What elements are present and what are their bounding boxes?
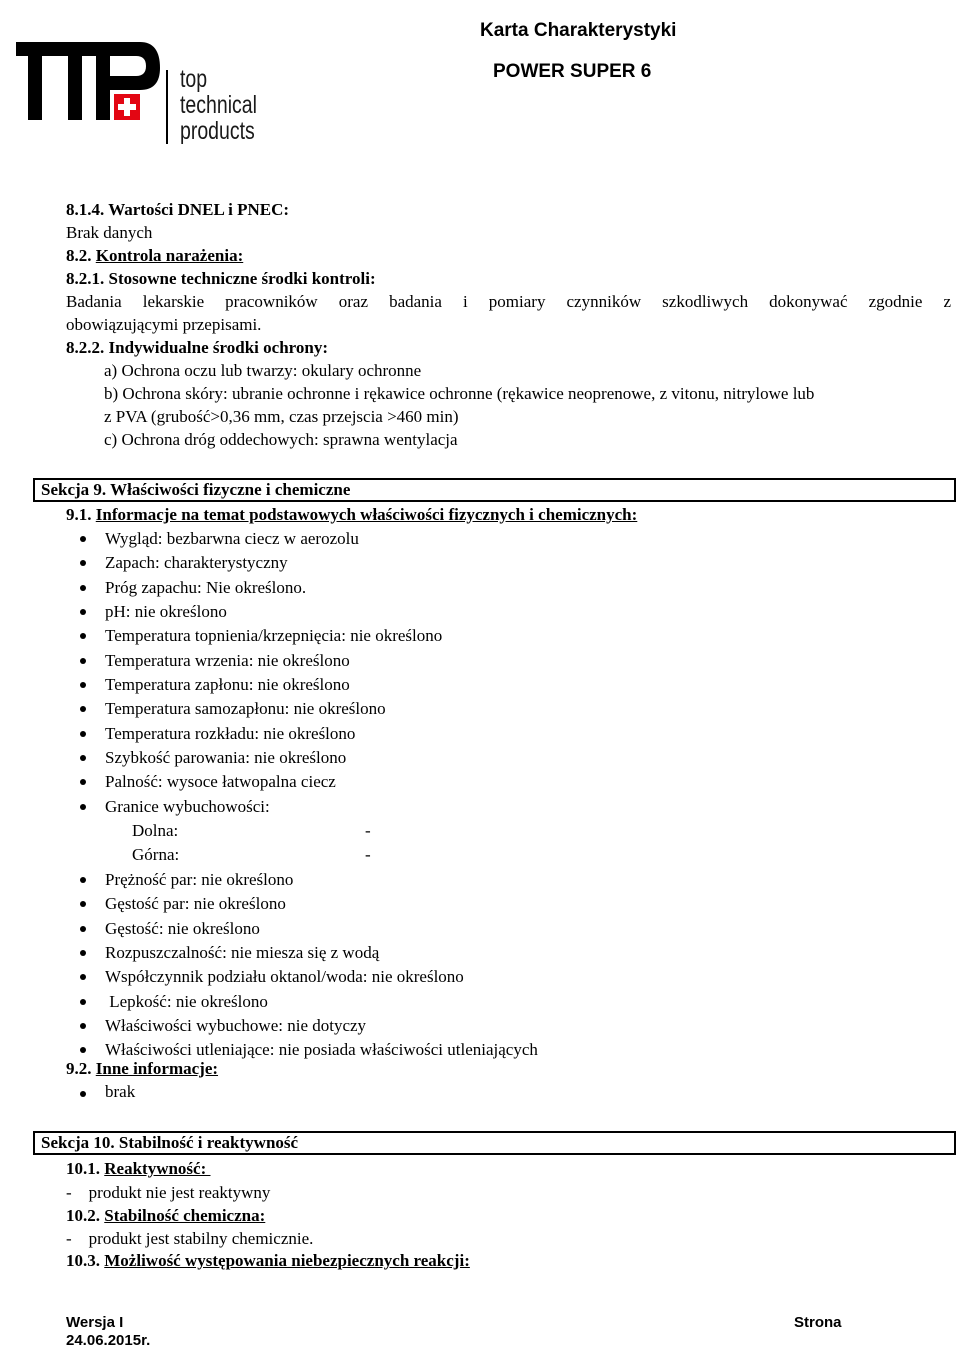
text-10-2: - produkt jest stabilny chemicznie.: [66, 1229, 314, 1248]
list-item-text: Prężność par: nie określono: [105, 869, 294, 889]
list-item: [72, 868, 538, 892]
list-item-text: Temperatura samozapłonu: nie określono: [105, 699, 386, 719]
list-item: [72, 697, 538, 721]
list-item: [72, 892, 538, 916]
logo-divider: [166, 70, 168, 144]
sub-list-item: [72, 819, 538, 843]
properties-list: [72, 527, 538, 1063]
list-item: [72, 673, 538, 697]
heading-9-1-number: 9.1.: [66, 505, 96, 524]
bullet-icon: [80, 731, 86, 737]
bullet-icon: [80, 560, 86, 566]
sub-item-value: -: [365, 845, 371, 865]
list-item: [72, 746, 538, 770]
bullet-icon: [80, 609, 86, 615]
heading-8-2-1: 8.2.1. Stosowne techniczne środki kontroli:: [66, 269, 376, 288]
heading-9-2-text: Inne informacje:: [95, 1059, 219, 1078]
list-item: [72, 917, 538, 941]
bullet-icon: [80, 950, 86, 956]
heading-8-2-text: Kontrola narażenia:: [95, 246, 244, 265]
list-item-text: brak: [105, 1082, 136, 1101]
heading-9-2-number: 9.2.: [66, 1059, 96, 1078]
list-item: [72, 722, 538, 746]
list-item: [72, 551, 538, 575]
list-item-text: Palność: wysoce łatwopalna ciecz: [105, 772, 336, 792]
logo-word-top: top: [180, 65, 208, 93]
heading-8-1-4: 8.1.4. Wartości DNEL i PNEC:: [66, 200, 290, 219]
product-name: POWER SUPER 6: [493, 61, 652, 82]
footer-version: Wersja I: [66, 1314, 124, 1331]
bullet-icon: [80, 706, 86, 712]
sub-list-item: [72, 843, 538, 867]
bullet-icon: [80, 755, 86, 761]
list-item-text: Próg zapachu: Nie określono.: [105, 577, 307, 597]
list-item: [72, 1082, 135, 1102]
list-item-text: Temperatura zapłonu: nie określono: [105, 675, 350, 695]
heading-8-2-2: 8.2.2. Indywidualne środki ochrony:: [66, 338, 328, 357]
text-8-1-4: Brak danych: [66, 223, 153, 242]
list-item-text: Granice wybuchowości:: [105, 796, 270, 816]
list-item: [72, 624, 538, 648]
list-item: [72, 576, 538, 600]
list-item-text: pH: nie określono: [105, 602, 227, 622]
section-9-header: [33, 478, 956, 502]
footer-date: 24.06.2015r.: [66, 1332, 151, 1349]
section-10-header: [33, 1131, 956, 1155]
logo-wordmark: [180, 66, 257, 144]
sub-item-value: -: [365, 821, 371, 841]
heading-10-1: [66, 1159, 211, 1179]
text-8-2-2-c: c) Ochrona dróg oddechowych: sprawna wentylacja: [104, 430, 458, 449]
list-item: [72, 1014, 538, 1038]
text-8-2-2-a: a) Ochrona oczu lub twarzy: okulary ochronne: [104, 361, 422, 380]
list-item-text: Gęstość: nie określono: [105, 918, 260, 938]
heading-10-2-number: 10.2.: [66, 1206, 105, 1225]
list-item: [72, 941, 538, 965]
sub-item-label: Dolna:: [132, 821, 179, 841]
heading-8-2: [66, 246, 243, 266]
bullet-icon: [80, 877, 86, 883]
heading-10-1-number: 10.1.: [66, 1159, 105, 1178]
list-item-text: Lepkość: nie określono: [105, 991, 268, 1011]
list-item: [72, 965, 538, 989]
text-8-2-1-line2: obowiązującymi przepisami.: [66, 315, 262, 334]
list-item-text: Właściwości utleniające: nie posiada właściwości utleniających: [105, 1040, 538, 1060]
bullet-icon: [80, 658, 86, 664]
heading-9-2: [66, 1059, 218, 1079]
heading-10-3-text: Możliwość występowania niebezpiecznych reakcji:: [104, 1251, 470, 1270]
text-8-2-1-line1: Badania lekarskie pracowników oraz badania i pomiary czynników szkodliwych dokonywać zgodnie z: [66, 292, 951, 311]
bullet-icon: [80, 633, 86, 639]
bullet-icon: [80, 536, 86, 542]
bullet-icon: [80, 585, 86, 591]
list-item-text: Gęstość par: nie określono: [105, 894, 286, 914]
list-item-text: Szybkość parowania: nie określono: [105, 748, 347, 768]
text-10-1: - produkt nie jest reaktywny: [66, 1183, 271, 1202]
company-logo: [14, 28, 257, 145]
bullet-icon: [80, 926, 86, 932]
bullet-icon: [80, 682, 86, 688]
list-item-text: Wygląd: bezbarwna ciecz w aerozolu: [105, 529, 359, 548]
list-item-text: Zapach: charakterystyczny: [105, 553, 288, 573]
list-item: [72, 770, 538, 794]
heading-10-3-number: 10.3.: [66, 1251, 105, 1270]
text-8-2-2-b2: z PVA (grubość>0,36 mm, czas przejscia >460 min): [104, 407, 459, 426]
bullet-icon: [80, 999, 86, 1005]
bullet-icon: [80, 1047, 86, 1053]
list-item: [72, 649, 538, 673]
heading-10-2-text: Stabilność chemiczna:: [104, 1206, 266, 1225]
list-item: [72, 600, 538, 624]
bullet-icon: [80, 974, 86, 980]
footer-page-label: Strona: [794, 1314, 842, 1331]
bullet-icon: [80, 1091, 86, 1097]
heading-8-2-number: 8.2.: [66, 246, 96, 265]
heading-10-1-text: Reaktywność:: [104, 1159, 211, 1178]
heading-9-1-text: Informacje na temat podstawowych właściwości fizycznych i chemicznych:: [95, 505, 638, 524]
bullet-icon: [80, 804, 86, 810]
bullet-icon: [80, 901, 86, 907]
list-item-text: Temperatura wrzenia: nie określono: [105, 650, 350, 670]
bullet-icon: [80, 779, 86, 785]
list-item-text: Rozpuszczalność: nie miesza się z wodą: [105, 942, 380, 962]
list-item: [72, 795, 538, 819]
list-item-text: Temperatura rozkładu: nie określono: [105, 723, 356, 743]
heading-10-2: [66, 1206, 265, 1226]
logo-word-technical: technical: [180, 91, 257, 119]
heading-9-1: [66, 505, 637, 525]
list-item: [72, 990, 538, 1014]
list-item: [72, 527, 538, 551]
section-9-title: Sekcja 9. Właściwości fizyczne i chemiczne: [41, 480, 351, 499]
list-item-text: Właściwości wybuchowe: nie dotyczy: [105, 1015, 367, 1035]
text-8-2-2-b1: b) Ochrona skóry: ubranie ochronne i rękawice ochronne (rękawice neoprenowe, z vitonu, nitrylowe lub: [104, 384, 815, 403]
logo-word-products: products: [180, 117, 255, 145]
document-title: Karta Charakterystyki: [480, 20, 677, 41]
sub-item-label: Górna:: [132, 845, 180, 865]
heading-10-3: [66, 1251, 470, 1271]
section-10-title: Sekcja 10. Stabilność i reaktywność: [41, 1133, 299, 1152]
list-item-text: Temperatura topnienia/krzepnięcia: nie określono: [105, 626, 443, 646]
bullet-icon: [80, 1023, 86, 1029]
ttp-logo-mark-icon: [14, 28, 166, 124]
list-item-text: Współczynnik podziału oktanol/woda: nie określono: [105, 967, 464, 987]
